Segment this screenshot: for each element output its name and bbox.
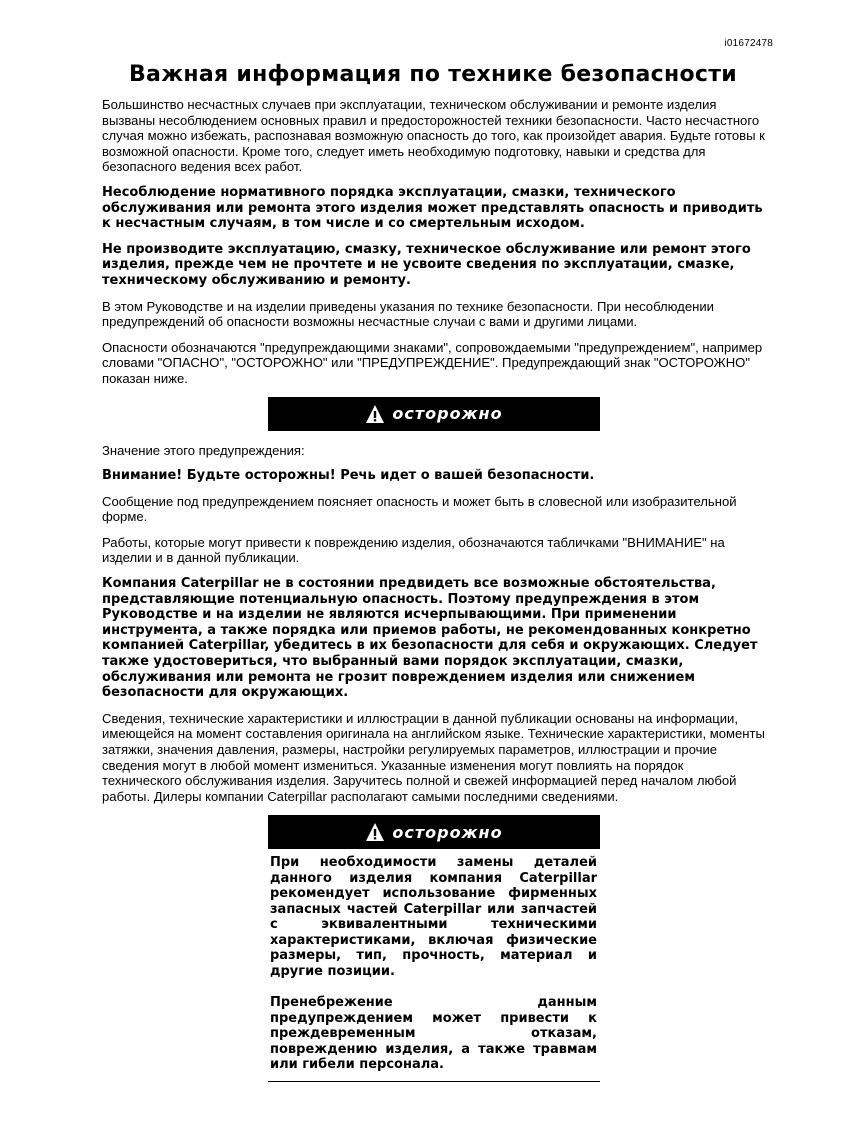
caterpillar-disclaimer-paragraph: Компания Caterpillar не в состоянии предвидеть все возможные обстоятельства, представляющие потенциальную опасность. Поэтому предупреждения в этом Руководстве и на изделии не являются исчерпывающими. При применении инструмента, а также порядка или приемов работы, не рекомендованных конкретно компанией Caterpillar, убедитесь в их безопасности для себя и окружающих. Следует также удостовериться, что выбранный вами порядок эксплуатации, смазки, обслуживания или ремонта не грозит повреждением изделия или снижением безопасности для окружающих.	[102, 576, 758, 701]
safety-notes-paragraph: В этом Руководстве и на изделии приведены указания по технике безопасности. При несоблюдении предупреждений об опасности возможны несчастные случаи с вами и другими лицами.	[102, 298, 714, 330]
intro-paragraph: Большинство несчастных случаев при эксплуатации, техническом обслуживании и ремонте изделия вызваны несоблюдением основных правил и предосторожностей техники безопасности. Часто несчастного случая можно избежать, распознавая возможную опасность до того, как произойдет авария. Будьте готовы к возможной опасности. Кроме того, следует иметь необходимую подготовку, навыки и средства для безопасного ведения всех работ.	[102, 97, 765, 175]
caution-sign-label: осторожно	[392, 403, 503, 423]
main-content	[102, 97, 766, 814]
caution-sign	[268, 397, 600, 431]
notice-paragraph: Работы, которые могут привести к повреждению изделия, обозначаются табличками "ВНИМАНИЕ" на изделии и в данной публикации.	[102, 534, 725, 566]
publication-info-paragraph: Сведения, технические характеристики и иллюстрации в данной публикации основаны на информации, имеющейся на момент составления оригинала на английском языке. Технические характеристики, моменты затяжки, значения давления, размеры, настройки регулируемых параметров, иллюстрации и прочие сведения могут в любой момент измениться. Указанные изменения могут повлиять на порядок технического обслуживания изделия. Заручитесь полной и свежей информацией перед началом любой работы. Дилеры компании Caterpillar располагают самыми последними сведениями.	[102, 710, 765, 804]
warning-box-label: осторожно	[392, 822, 503, 842]
warning-triangle-icon	[365, 822, 385, 842]
bold-warning-paragraph-2: Не производите эксплуатацию, смазку, техническое обслуживание или ремонт этого изделия, прежде чем не прочтете и не усвоите сведения по эксплуатации, смазке, техническому обслуживанию и ремонту.	[102, 241, 751, 288]
illustration-reference-id: i01672478	[724, 38, 773, 49]
attention-paragraph: Внимание! Будьте осторожны! Речь идет о вашей безопасности.	[102, 468, 595, 484]
warning-box-body	[268, 849, 600, 1082]
warning-triangle-icon	[365, 404, 385, 424]
hazard-signs-paragraph: Опасности обозначаются "предупреждающими знаками", сопровождаемыми "предупреждением", например словами "ОПАСНО", "ОСТОРОЖНО" или "ПРЕДУПРЕЖДЕНИЕ". Предупреждающий знак "ОСТОРОЖНО" показан ниже.	[102, 339, 763, 386]
page-title: Важная информация по технике безопасности	[128, 62, 738, 87]
warning-box-header	[268, 815, 600, 849]
warning-box-text-1: При необходимости замены деталей данного изделия компания Caterpillar рекомендует использование фирменных запасных частей Caterpillar или запчастей с эквивалентными техническими характеристиками, включая физические размеры, тип, прочность, материал и другие позиции.	[270, 855, 597, 979]
warning-box-text-2: Пренебрежение данным предупреждением может привести к преждевременным отказам, повреждению изделия, а также травмам или гибели персонала.	[270, 995, 597, 1072]
bold-warning-paragraph-1: Несоблюдение нормативного порядка эксплуатации, смазки, технического обслуживания или ремонта этого изделия может представлять опасность и приводить к несчастным случаям, в том числе и со смертельным исходом.	[102, 184, 763, 232]
message-explanation-paragraph: Сообщение под предупреждением поясняет опасность и может быть в словесной или изобразительной форме.	[102, 493, 737, 525]
sign-meaning-paragraph: Значение этого предупреждения:	[102, 442, 305, 458]
replacement-parts-warning-box	[268, 815, 600, 1082]
